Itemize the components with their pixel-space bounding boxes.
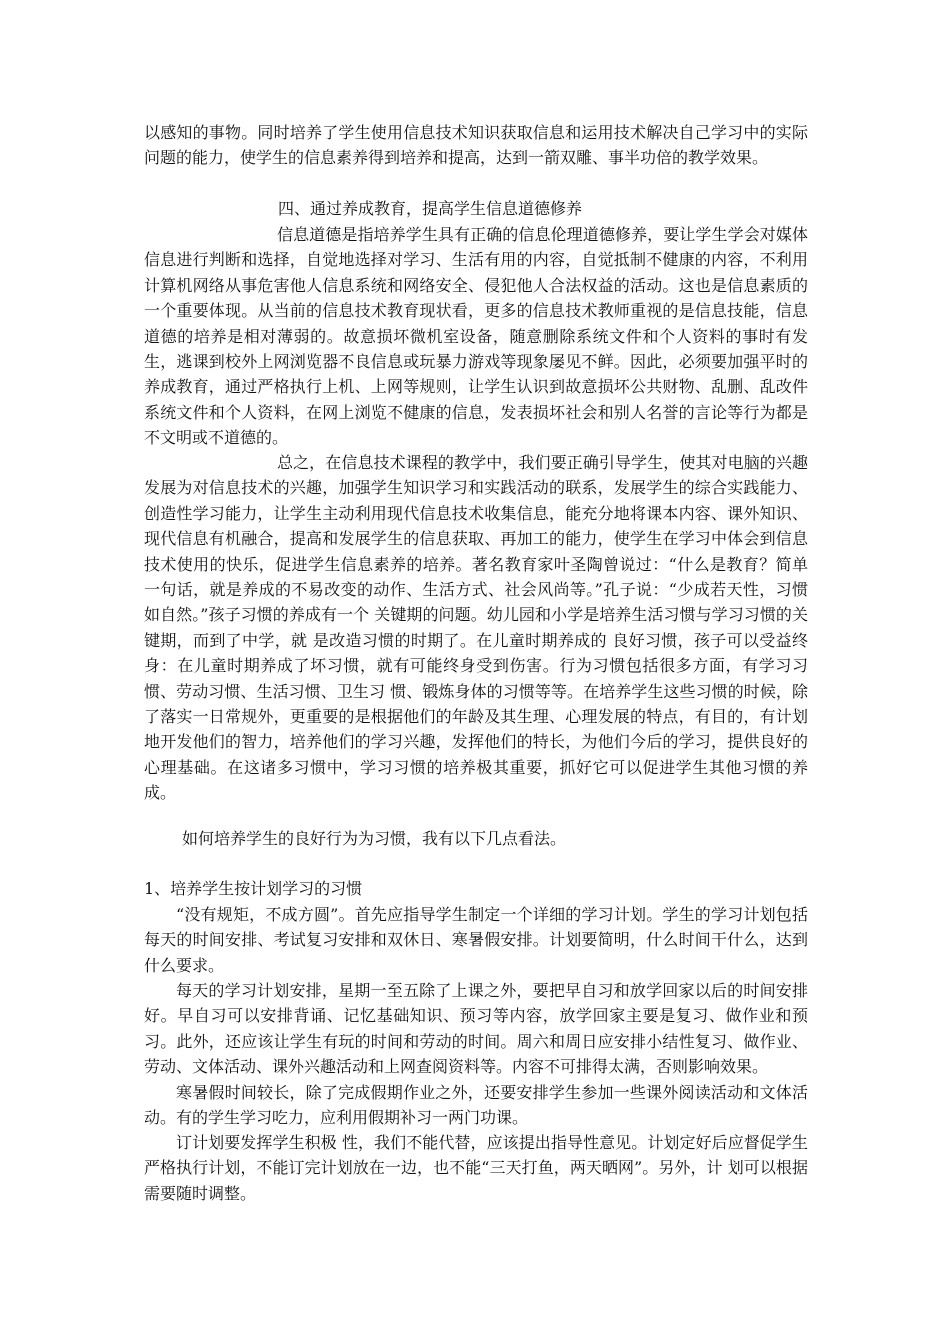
paragraph-summary: 总之，在信息技术课程的教学中，我们要正确引导学生，使其对电脑的兴趣发展为对信息技术的兴趣，加强学生知识学习和实践活动的联系，发展学生的综合实践能力、创造性学习能力，让学生主动利用现代信息技术收集信息，能充分地将课本内容、课外知识、现代信息有机融合，提高和发展学生的信息获取、再加工的能力，使学生在学习中体会到信息技术使用的快乐，促进学生信息素养的培养。著名教育家叶圣陶曾说过：“什么是教育？简单一句话，就是养成的不易改变的动作、生活方式、社会风尚等。”孔子说：“少成若天性，习惯如自然。”孩子习惯的养成有一个 关键期的问题。幼儿园和小学是培养生活习惯与学习习惯的关键期，而到了中学，就 是改造习惯的时期了。在儿童时期养成的 良好习惯，孩子可以受益终身：在儿童时期养成了坏习惯，就有可能终身受到伤害。行为习惯包括很多方面，有学习习惯、劳动习惯、生活习惯、卫生习 惯、锻炼身体的习惯等等。在培养学生这些习惯的时候，除了落实一日常规外，更重要的是根据他们的年龄及其生理、心理发展的特点，有目的，有计划地开发他们的智力，培养他们的学习兴趣，发挥他们的特长，为他们今后的学习，提供良好的心理基础。在这诸多习惯中，学习习惯的培养极其重要，抓好它可以促进学生其他习惯的养成。 bbox=[144, 453, 808, 803]
paragraph-ethics: 信息道德是指培养学生具有正确的信息伦理道德修养，要让学生学会对媒体信息进行判断和选择，自觉地选择对学习、生活有用的内容，自觉抵制不健康的内容，不利用计算机网络从事危害他人信息系统和网络安全、侵犯他人合法权益的活动。这也是信息素质的一个重要体现。从当前的信息技术教育现状看，更多的信息技术教师重视的是信息技能，信息道德的培养是相对薄弱的。故意损坏微机室设备，随意删除系统文件和个人资料的事时有发生，逃课到校外上网浏览器不良信息或玩暴力游戏等现象屡见不鲜。因此，必须要加强平时的养成教育，通过严格执行上机、上网等规则，让学生认识到故意损坏公共财物、乱删、乱改件系统文件和个人资料，在网上浏览不健康的信息，发表损坏社会和别人名誉的言论等行为都是不文明或不道德的。 bbox=[144, 225, 808, 448]
paragraph-howto: 如何培养学生的良好行为为习惯，我有以下几点看法。 bbox=[182, 829, 567, 848]
section-heading-1: 1、培养学生按计划学习的习惯 bbox=[144, 879, 363, 898]
paragraph-plan-2: 每天的学习计划安排，星期一至五除了上课之外，要把早自习和放学回家以后的时间安排好。早自习可以安排背诵、记忆基础知识、预习等内容，放学回家主要是复习、做作业和预习。此外，还应该让学生有玩的时间和劳动的时间。周六和周日应安排小结性复习、做作业、劳动、文体活动、课外兴趣活动和上网查阅资料等。内容不可排得太满，否则影响效果。 bbox=[144, 981, 808, 1077]
paragraph-intro: 以感知的事物。同时培养了学生使用信息技术知识获取信息和运用技术解决自己学习中的实际问题的能力，使学生的信息素养得到培养和提高，达到一箭双雕、事半功倍的教学效果。 bbox=[144, 123, 808, 168]
paragraph-plan-4: 订计划要发挥学生积极 性，我们不能代替，应该提出指导性意见。计划定好后应督促学生严格执行计划，不能订完计划放在一边，也不能“三天打鱼，两天晒网”。另外，计 划可以根据需要随时调整。 bbox=[144, 1133, 808, 1203]
paragraph-plan-3: 寒暑假时间较长，除了完成假期作业之外，还要安排学生参加一些课外阅读活动和文体活动。有的学生学习吃力，应利用假期补习一两门功课。 bbox=[144, 1083, 808, 1128]
paragraph-plan-1: “没有规矩，不成方圆”。首先应指导学生制定一个详细的学习计划。学生的学习计划包括每天的时间安排、考试复习安排和双休日、寒暑假安排。计划要简明，什么时间干什么，达到什么要求。 bbox=[144, 905, 808, 975]
section-heading-4: 四、通过养成教育，提高学生信息道德修养 bbox=[278, 199, 583, 218]
